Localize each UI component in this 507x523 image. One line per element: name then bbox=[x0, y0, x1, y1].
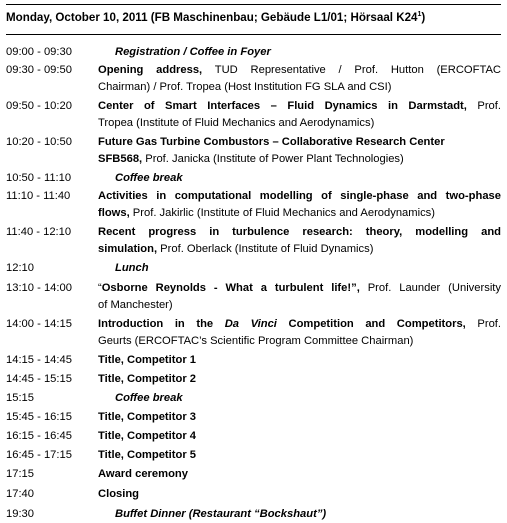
session-title: Buffet Dinner (Restaurant “Bockshaut”) bbox=[115, 508, 327, 520]
session-speaker: Prof. Launder (University bbox=[359, 282, 502, 294]
session-title: Title, Competitor 5 bbox=[98, 449, 197, 461]
time-slot: 09:00 - 09:30 bbox=[6, 46, 72, 58]
session-description bbox=[98, 280, 501, 313]
time-slot: 16:45 - 17:15 bbox=[6, 449, 72, 461]
session-title: Award ceremony bbox=[98, 468, 188, 480]
session-title: Title, Competitor 1 bbox=[98, 354, 197, 366]
time-slot: 14:15 - 14:45 bbox=[6, 354, 72, 366]
session-description bbox=[98, 352, 501, 369]
time-slot: 14:45 - 15:15 bbox=[6, 373, 72, 385]
session-title: Competition and Competitors, bbox=[276, 318, 466, 330]
time-slot: 14:00 - 14:15 bbox=[6, 318, 72, 330]
session-description bbox=[98, 98, 501, 131]
session-speaker: Prof. Jakirlic (Institute of Fluid Mechanics and Aerodynamics) bbox=[129, 206, 435, 219]
session-speaker: TUD Representative / Prof. Hutton (ERCOFTAC bbox=[202, 64, 501, 76]
footnote-marker: 1 bbox=[417, 11, 422, 18]
session-description bbox=[98, 260, 501, 277]
top-rule bbox=[6, 4, 501, 5]
session-description bbox=[98, 447, 501, 464]
opening-quote: “ bbox=[98, 282, 102, 294]
session-description bbox=[98, 390, 501, 407]
time-slot: 12:10 bbox=[6, 262, 34, 274]
session-title: Coffee break bbox=[115, 172, 183, 184]
session-description bbox=[98, 44, 501, 61]
time-slot: 09:30 - 09:50 bbox=[6, 64, 72, 76]
time-slot: 17:15 bbox=[6, 468, 34, 480]
session-description bbox=[98, 134, 501, 167]
session-description bbox=[98, 316, 501, 349]
session-title: Recent progress in turbulence research: theory, modelling and bbox=[98, 226, 501, 238]
session-speaker: Prof. bbox=[466, 100, 501, 112]
time-slot: 16:15 - 16:45 bbox=[6, 430, 72, 442]
session-title: Opening address, bbox=[98, 64, 203, 76]
session-description bbox=[98, 170, 501, 187]
session-description bbox=[98, 224, 501, 257]
day-heading-text: Monday, October 10, 2011 (FB Maschinenbau; Gebäude L1/01; Hörsaal K24 bbox=[6, 11, 418, 24]
session-title: Coffee break bbox=[115, 392, 183, 404]
session-description bbox=[98, 371, 501, 388]
time-slot: 15:15 bbox=[6, 392, 34, 404]
time-slot: 11:40 - 12:10 bbox=[6, 226, 72, 238]
session-title: SFB568, bbox=[98, 152, 143, 165]
time-slot: 10:20 - 10:50 bbox=[6, 136, 72, 148]
session-title-italic: Da Vinci bbox=[224, 318, 277, 330]
session-title: Center of Smart Interfaces – Fluid Dynamics in Darmstadt, bbox=[98, 100, 467, 112]
session-title: Lunch bbox=[115, 262, 149, 274]
session-description bbox=[98, 428, 501, 445]
session-title: Future Gas Turbine Combustors – Collaborative Research Center bbox=[98, 136, 445, 148]
session-speaker: Geurts (ERCOFTAC’s Scientific Program Committee Chairman) bbox=[98, 334, 414, 347]
day-heading bbox=[6, 11, 425, 24]
session-description bbox=[98, 506, 501, 523]
session-title: Activities in computational modelling of single-phase and two-phase bbox=[98, 190, 501, 202]
session-speaker: Chairman) / Prof. Tropea (Host Institution FG SLA and CSI) bbox=[98, 80, 392, 93]
session-speaker: Prof. Janicka (Institute of Power Plant Technologies) bbox=[142, 152, 404, 165]
header-rule bbox=[6, 34, 501, 35]
session-description bbox=[98, 188, 501, 221]
session-description bbox=[98, 409, 501, 426]
session-title: Closing bbox=[98, 488, 140, 500]
session-title: flows, bbox=[98, 206, 130, 219]
session-title: Title, Competitor 3 bbox=[98, 411, 197, 423]
session-speaker: Prof. bbox=[465, 318, 502, 330]
time-slot: 19:30 bbox=[6, 508, 34, 520]
time-slot: 10:50 - 11:10 bbox=[6, 172, 72, 184]
session-title: Registration / Coffee in Foyer bbox=[115, 46, 271, 58]
session-title: Osborne Reynolds - What a turbulent life!”, bbox=[101, 282, 360, 294]
day-heading-close: ) bbox=[421, 11, 426, 24]
session-speaker: Tropea (Institute of Fluid Mechanics and Aerodynamics) bbox=[98, 116, 375, 129]
session-title: Title, Competitor 2 bbox=[98, 373, 197, 385]
session-speaker: Prof. Oberlack (Institute of Fluid Dynamics) bbox=[157, 242, 374, 255]
time-slot: 13:10 - 14:00 bbox=[6, 282, 72, 294]
session-title: simulation, bbox=[98, 242, 158, 255]
session-speaker: of Manchester) bbox=[98, 298, 173, 311]
session-description bbox=[98, 62, 501, 95]
session-title: Introduction in the bbox=[98, 318, 225, 330]
time-slot: 15:45 - 16:15 bbox=[6, 411, 72, 423]
time-slot: 11:10 - 11:40 bbox=[6, 190, 71, 202]
session-description bbox=[98, 486, 501, 503]
time-slot: 17:40 bbox=[6, 488, 34, 500]
session-title: Title, Competitor 4 bbox=[98, 430, 197, 442]
time-slot: 09:50 - 10:20 bbox=[6, 100, 72, 112]
session-description bbox=[98, 466, 501, 483]
